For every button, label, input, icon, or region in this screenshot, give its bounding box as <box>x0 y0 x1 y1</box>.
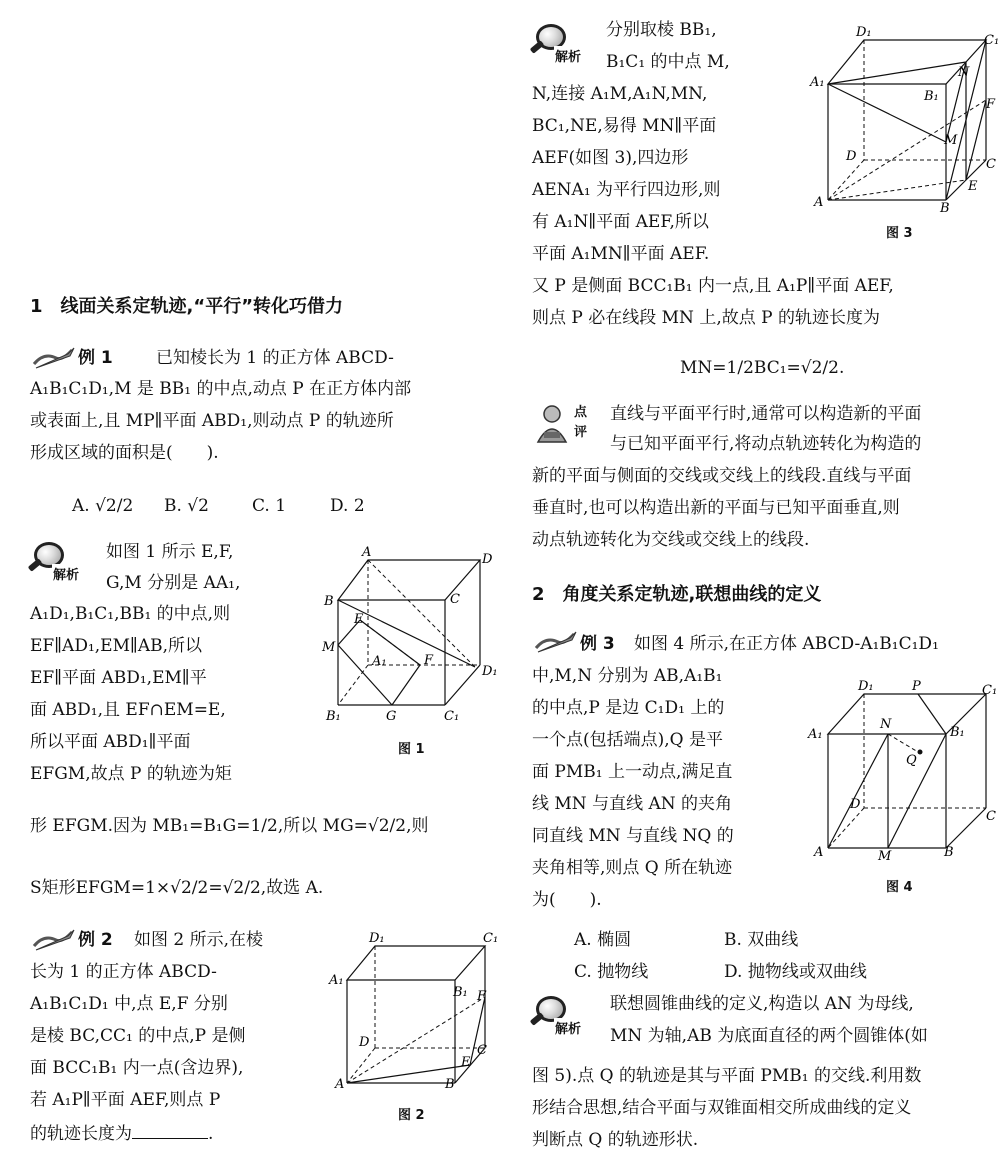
example-1-option: B. √2 <box>164 496 209 516</box>
example-3-line: 如图 4 所示,在正方体 ABCD-A₁B₁C₁D₁ <box>634 634 939 654</box>
figure-label: C₁ <box>982 683 998 698</box>
figure-label: D <box>850 797 861 812</box>
figure-1-caption: 图 1 <box>398 742 425 757</box>
example-3-line: 中,M,N 分别为 AB,A₁B₁ <box>532 666 723 686</box>
figure-label: D <box>482 552 493 567</box>
example-1-line: 形成区域的面积是( ). <box>30 443 219 463</box>
example-3-line: 面 PMB₁ 上一动点,满足直 <box>532 762 733 782</box>
analysis-line: AEF(如图 3),四边形 <box>532 148 689 168</box>
example-2-answer-line: 的轨迹长度为 . <box>30 1120 213 1146</box>
analysis-line: EF∥平面 ABD₁,EM∥平 <box>30 668 207 688</box>
point-q <box>918 750 923 755</box>
example-2-line: 长为 1 的正方体 ABCD- <box>30 962 217 982</box>
example-2-label: 例 2 <box>78 930 113 950</box>
example-3-option: C. 抛物线 <box>574 962 649 982</box>
analysis-line: 判断点 Q 的轨迹形状. <box>532 1130 699 1150</box>
figure-3-caption: 图 3 <box>886 226 913 241</box>
example-1-line: 或表面上,且 MP∥平面 ABD₁,则动点 P 的轨迹所 <box>30 411 394 431</box>
figure-label: A₁ <box>329 973 344 988</box>
example-3-line: 同直线 MN 与直线 NQ 的 <box>532 826 734 846</box>
figure-label: A <box>814 845 824 860</box>
example-3-line: 为( ). <box>532 890 602 910</box>
analysis-line: AENA₁ 为平行四边形,则 <box>532 180 721 200</box>
example-3-option: B. 双曲线 <box>724 930 799 950</box>
figure-label: F <box>477 989 487 1004</box>
figure-label: A₁ <box>372 654 387 669</box>
example-2-line: A₁B₁C₁D₁ 中,点 E,F 分别 <box>30 994 228 1014</box>
analysis-line: A₁D₁,B₁C₁,BB₁ 的中点,则 <box>30 604 231 624</box>
pen-icon <box>32 344 78 372</box>
figure-label: B <box>940 201 950 212</box>
analysis-line: BC₁,NE,易得 MN∥平面 <box>532 116 717 136</box>
analysis-line: B₁C₁ 的中点 M, <box>606 52 730 72</box>
example-3-label: 例 3 <box>580 634 615 654</box>
analysis-line: 则点 P 必在线段 MN 上,故点 P 的轨迹长度为 <box>532 308 880 328</box>
figure-label: C <box>986 809 996 824</box>
comment-line: 动点轨迹转化为交线或交线上的线段. <box>532 530 810 550</box>
figure-2-caption: 图 2 <box>398 1108 425 1123</box>
analysis-badge: 解析 <box>532 24 600 64</box>
figure-label: B₁ <box>453 985 468 1000</box>
figure-label: D₁ <box>482 664 498 679</box>
comment-line: 垂直时,也可以构造出新的平面与已知平面垂直,则 <box>532 498 900 518</box>
analysis-line: 有 A₁N∥平面 AEF,所以 <box>532 212 709 232</box>
analysis-line: 又 P 是侧面 BCC₁B₁ 内一点,且 A₁P∥平面 AEF, <box>532 276 894 296</box>
example-2-line: 面 BCC₁B₁ 内一点(含边界), <box>30 1058 244 1078</box>
figure-label: E <box>461 1055 471 1070</box>
example-2-line: 如图 2 所示,在棱 <box>134 930 264 950</box>
analysis-line: 形结合思想,结合平面与双锥面相交所成曲线的定义 <box>532 1098 912 1118</box>
figure-label: E <box>968 179 978 194</box>
figure-label: D <box>846 149 857 164</box>
figure-label: A <box>362 545 372 560</box>
analysis-line: EF∥AD₁,EM∥AB,所以 <box>30 636 203 656</box>
figure-label: G <box>386 709 397 724</box>
analysis-line: MN 为轴,AB 为底面直径的两个圆锥体(如 <box>610 1026 928 1046</box>
example-1-line: 已知棱长为 1 的正方体 ABCD- <box>156 348 394 368</box>
example-3-line: 线 MN 与直线 AN 的夹角 <box>532 794 733 814</box>
figure-1-cube <box>320 545 500 725</box>
figure-label: A₁ <box>810 75 825 90</box>
figure-label: B <box>445 1077 455 1088</box>
analysis-line: 平面 A₁MN∥平面 AEF. <box>532 244 710 264</box>
figure-label: A <box>814 195 824 210</box>
example-3-line: 夹角相等,则点 Q 所在轨迹 <box>532 858 733 878</box>
figure-label: C₁ <box>444 709 460 724</box>
figure-4-cube <box>806 676 1000 861</box>
figure-label: B <box>944 845 954 860</box>
section-2-title: 2 角度关系定轨迹,联想曲线的定义 <box>532 584 822 605</box>
analysis-line: 所以平面 ABD₁∥平面 <box>30 732 191 752</box>
pen-icon <box>32 926 78 954</box>
figure-label: D <box>359 1035 370 1050</box>
example-3-line: 一个点(包括端点),Q 是平 <box>532 730 724 750</box>
comment-line: 与已知平面平行,将动点轨迹转化为构造的 <box>610 434 922 454</box>
figure-label: Q <box>906 753 917 768</box>
example-2-line: 若 A₁P∥平面 AEF,则点 P <box>30 1090 221 1110</box>
analysis-badge: 解析 <box>532 996 600 1036</box>
example-1-option: D. 2 <box>330 496 365 516</box>
analysis-line: 如图 1 所示 E,F, <box>106 542 234 562</box>
figure-label: C <box>986 157 996 172</box>
figure-label: D₁ <box>856 25 872 40</box>
figure-label: E <box>354 612 364 627</box>
example-2-line: 是棱 BC,CC₁ 的中点,P 是侧 <box>30 1026 246 1046</box>
analysis-badge: 解析 <box>30 542 98 582</box>
figure-4-caption: 图 4 <box>886 880 913 895</box>
comment-line: 新的平面与侧面的交线或交线上的线段.直线与平面 <box>532 466 912 486</box>
figure-label: B₁ <box>326 709 341 724</box>
analysis-line: 分别取棱 BB₁, <box>606 20 717 40</box>
pen-icon <box>534 628 580 656</box>
analysis-line: 联想圆锥曲线的定义,构造以 AN 为母线, <box>610 994 914 1014</box>
example-1-option: C. 1 <box>252 496 287 516</box>
example-3-option: D. 抛物线或双曲线 <box>724 962 867 982</box>
figure-label: F <box>986 97 996 112</box>
figure-label: P <box>912 679 921 694</box>
figure-label: C₁ <box>984 33 1000 48</box>
figure-label: N <box>958 65 970 80</box>
analysis-line: 图 5).点 Q 的轨迹是其与平面 PMB₁ 的交线.利用数 <box>532 1066 922 1086</box>
comment-line: 直线与平面平行时,通常可以构造新的平面 <box>610 404 922 424</box>
figure-label: F <box>424 653 434 668</box>
sage-icon <box>532 402 572 444</box>
figure-label: D₁ <box>858 679 874 694</box>
comment-badge-2: 评 <box>574 425 588 440</box>
analysis-line: S矩形EFGM=1×√2/2=√2/2,故选 A. <box>30 878 324 898</box>
figure-label: C <box>450 592 460 607</box>
section-1-title: 1 线面关系定轨迹,“平行”转化巧借力 <box>30 296 344 317</box>
figure-label: B₁ <box>924 89 939 104</box>
analysis-line: 面 ABD₁,且 EF∩EM=E, <box>30 700 226 720</box>
answer-blank[interactable] <box>132 1120 208 1139</box>
analysis-line: EFGM,故点 P 的轨迹为矩 <box>30 764 232 784</box>
example-3-line: 的中点,P 是边 C₁D₁ 上的 <box>532 698 725 718</box>
figure-label: M <box>878 849 892 861</box>
figure-label: A₁ <box>808 727 823 742</box>
figure-label: A <box>335 1077 345 1088</box>
comment-badge-1: 点 <box>574 405 588 420</box>
analysis-line: N,连接 A₁M,A₁N,MN, <box>532 84 708 104</box>
formula-line: MN=1/2BC₁=√2/2. <box>680 358 845 378</box>
figure-2-cube <box>325 928 505 1088</box>
example-1-line: A₁B₁C₁D₁,M 是 BB₁ 的中点,动点 P 在正方体内部 <box>30 379 412 399</box>
example-1-option: A. √2/2 <box>72 496 134 516</box>
figure-label: D₁ <box>369 931 385 946</box>
analysis-line: G,M 分别是 AA₁, <box>106 573 241 593</box>
figure-label: N <box>880 717 892 732</box>
figure-label: B <box>324 594 334 609</box>
example-3-option: A. 椭圆 <box>574 930 632 950</box>
figure-3-cube <box>806 22 1000 212</box>
figure-label: C <box>477 1043 487 1058</box>
figure-label: M <box>944 133 958 148</box>
example-1-label: 例 1 <box>78 348 113 368</box>
analysis-line: 形 EFGM.因为 MB₁=B₁G=1/2,所以 MG=√2/2,则 <box>30 816 429 836</box>
figure-label: M <box>322 640 336 655</box>
figure-label: C₁ <box>483 931 499 946</box>
figure-label: B₁ <box>950 725 965 740</box>
